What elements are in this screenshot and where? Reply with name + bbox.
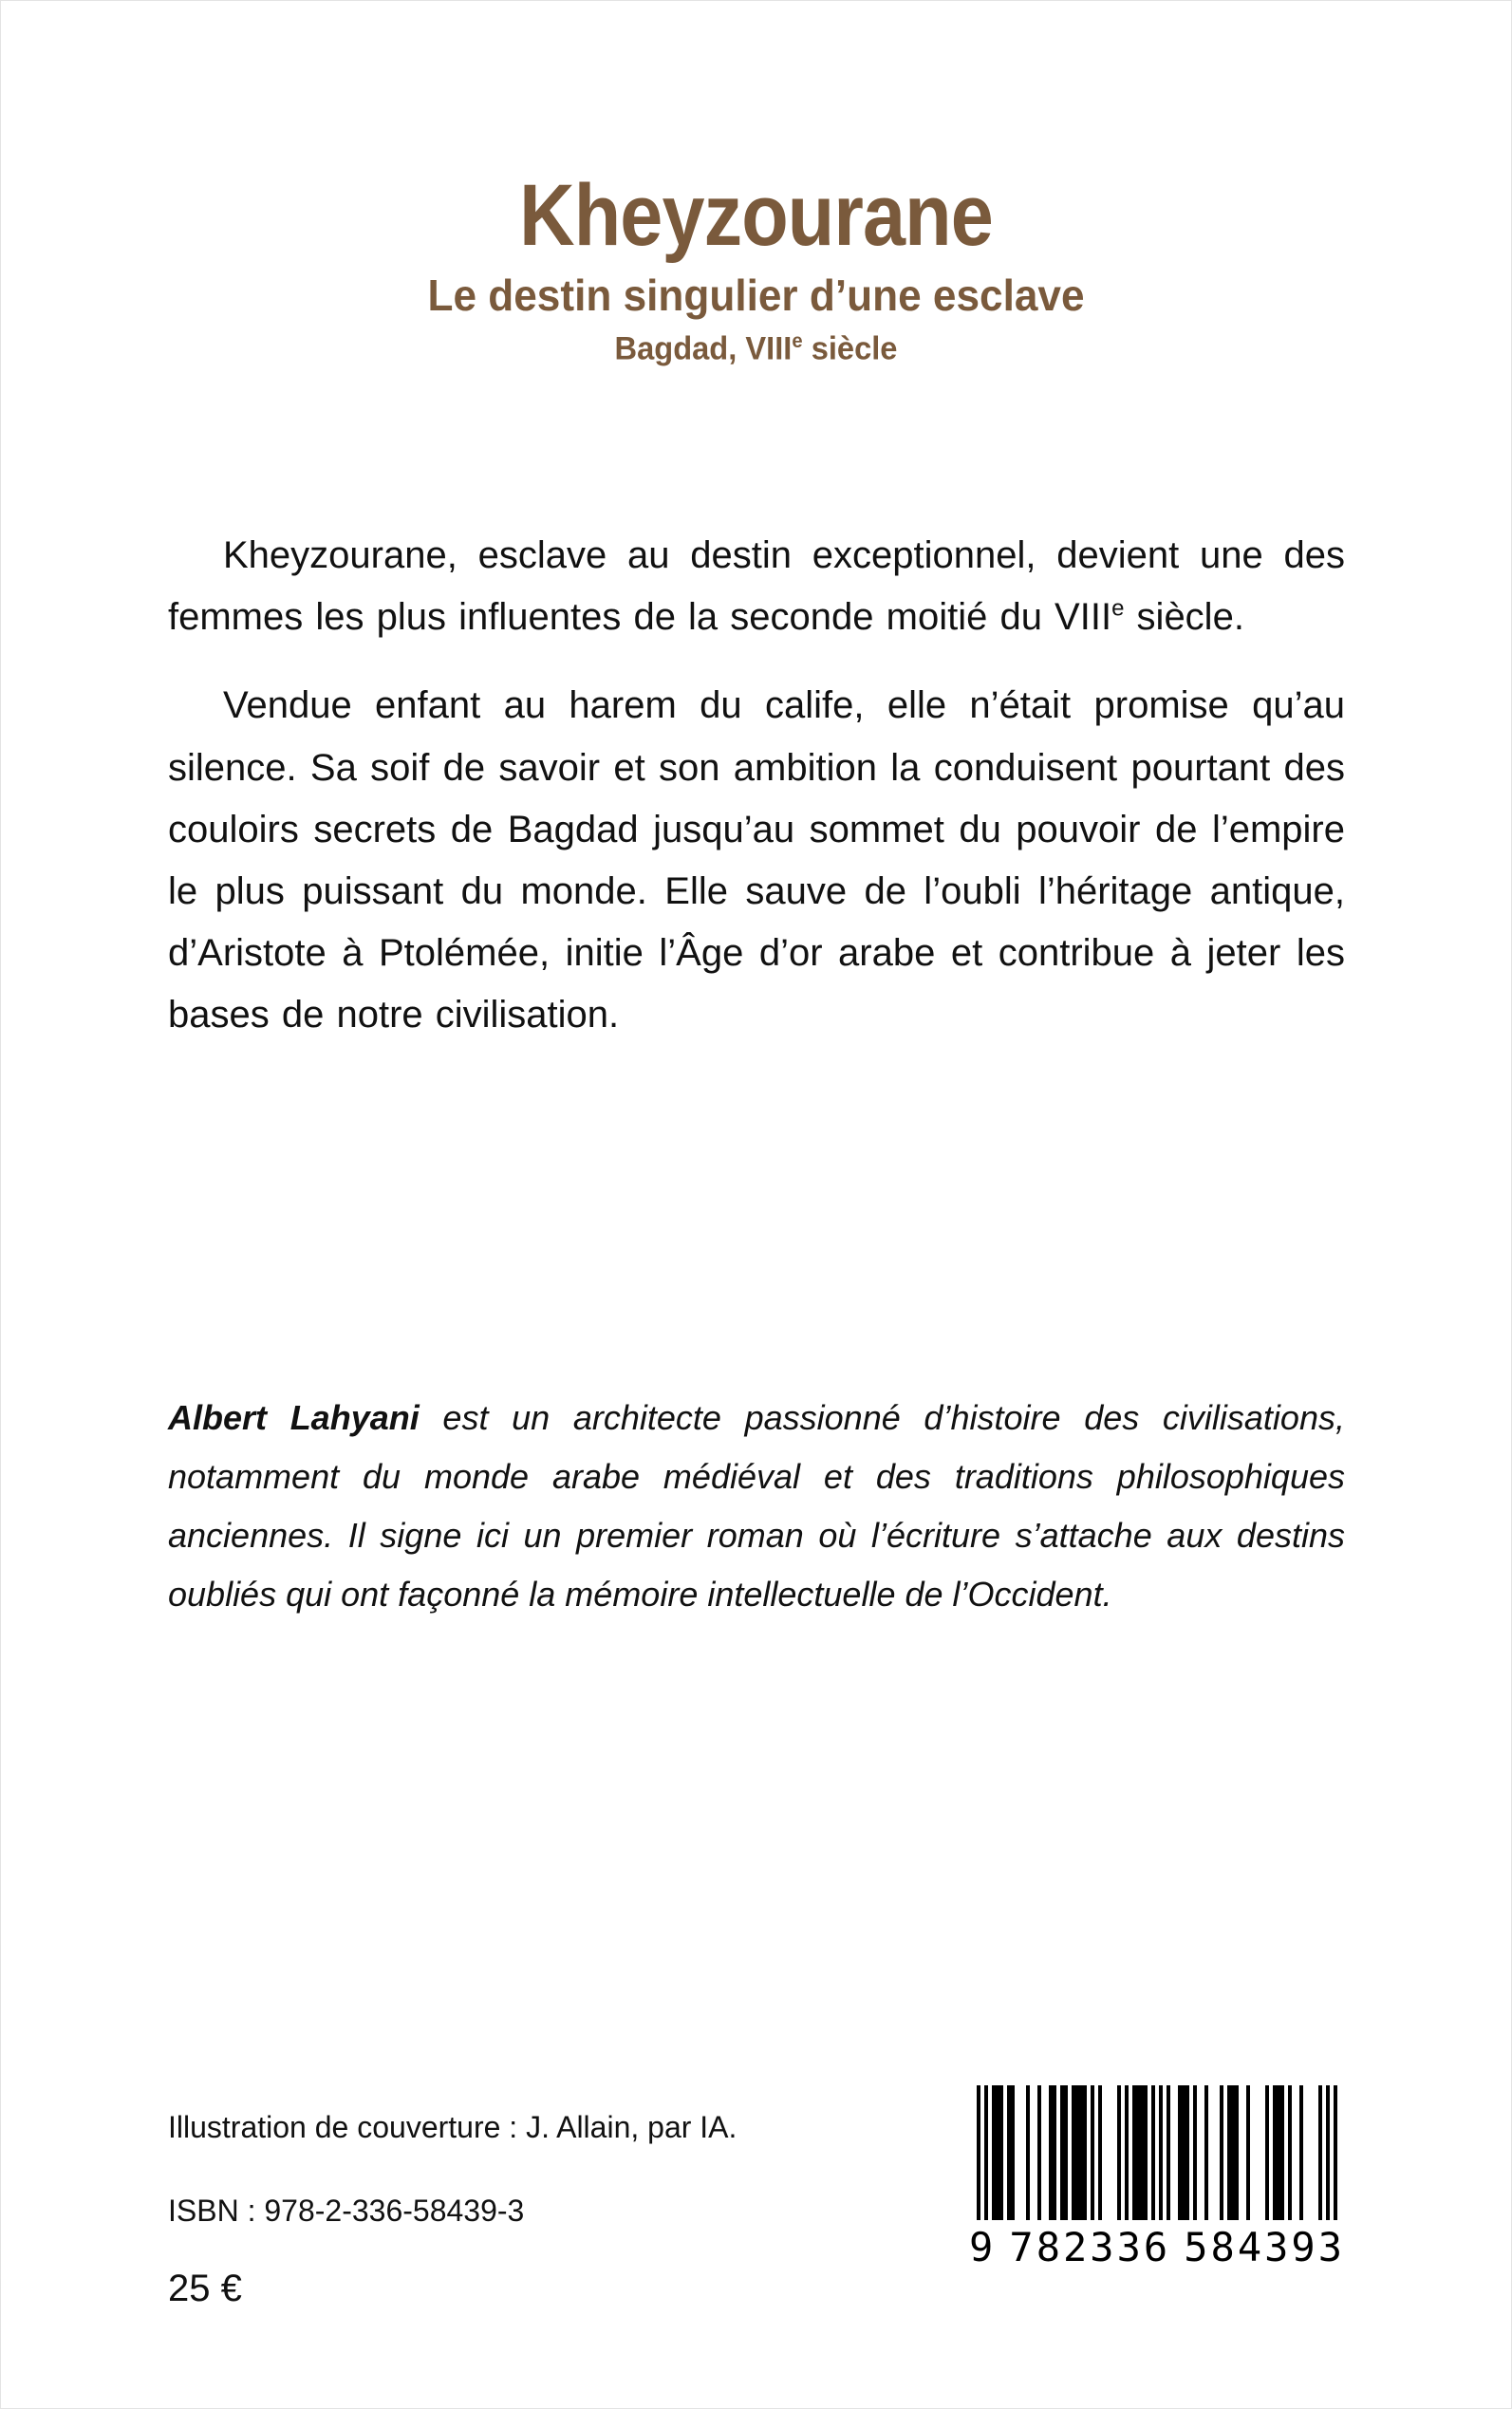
book-title: Kheyzourane [519,167,993,264]
bio-text: est un architecte passionné d’histoire des civilisations, notamment du monde arabe médiéval et des traditions philosophiques anciennes. Il signe ici un premier roman où l’écriture s’attache aux destins oubliés qui ont façonné la mémoire intellectuelle de l’Occident. [168,1398,1345,1614]
bio-paragraph [168,1389,1345,1624]
isbn-line: ISBN : 978-2-336-58439-3 [168,2194,525,2228]
synopsis [168,525,1345,1074]
setting-pre: Bagdad, VIII [614,330,793,367]
superscript-e: e [1111,595,1125,622]
ean13-barcode [969,2085,1345,2270]
barcode-bar [1334,2085,1337,2220]
book-setting [31,330,1481,367]
barcode-bars [977,2085,1337,2220]
synopsis-paragraph-1 [168,525,1345,648]
barcode-digit-group: 782336 [1009,2224,1171,2270]
book-subtitle: Le destin singulier d’une esclave [427,270,1085,320]
synopsis-p1-pre: Kheyzourane, esclave au destin exceptionnel, devient une des femmes les plus influentes de la seconde moitié du VIII [168,534,1345,639]
synopsis-p1-post: siècle. [1124,596,1244,639]
barcode-digit-group: 9 [969,2224,997,2270]
synopsis-paragraph-2: Vendue enfant au harem du calife, elle n’était promise qu’au silence. Sa soif de savoir et son ambition la conduisent pourtant des couloirs secrets de Bagdad jusqu’au sommet du pouvoir de l’empire le plus puissant du monde. Elle sauve de l’oubli l’héritage antique, d’Aristote à Ptolémée, initie l’Âge d’or arabe et contribue à jeter les bases de notre civilisation. [168,684,1345,1036]
price: 25 € [168,2268,242,2309]
title-block [1,167,1511,367]
cover-illustration-credit: Illustration de couverture : J. Allain, par IA. [168,2110,737,2144]
barcode-digit-group: 584393 [1184,2224,1345,2270]
author-bio [168,1389,1345,1624]
setting-post: siècle [802,330,898,367]
superscript-e: e [792,330,803,353]
barcode-digits [969,2224,1345,2270]
author-name: Albert Lahyani [168,1398,420,1437]
